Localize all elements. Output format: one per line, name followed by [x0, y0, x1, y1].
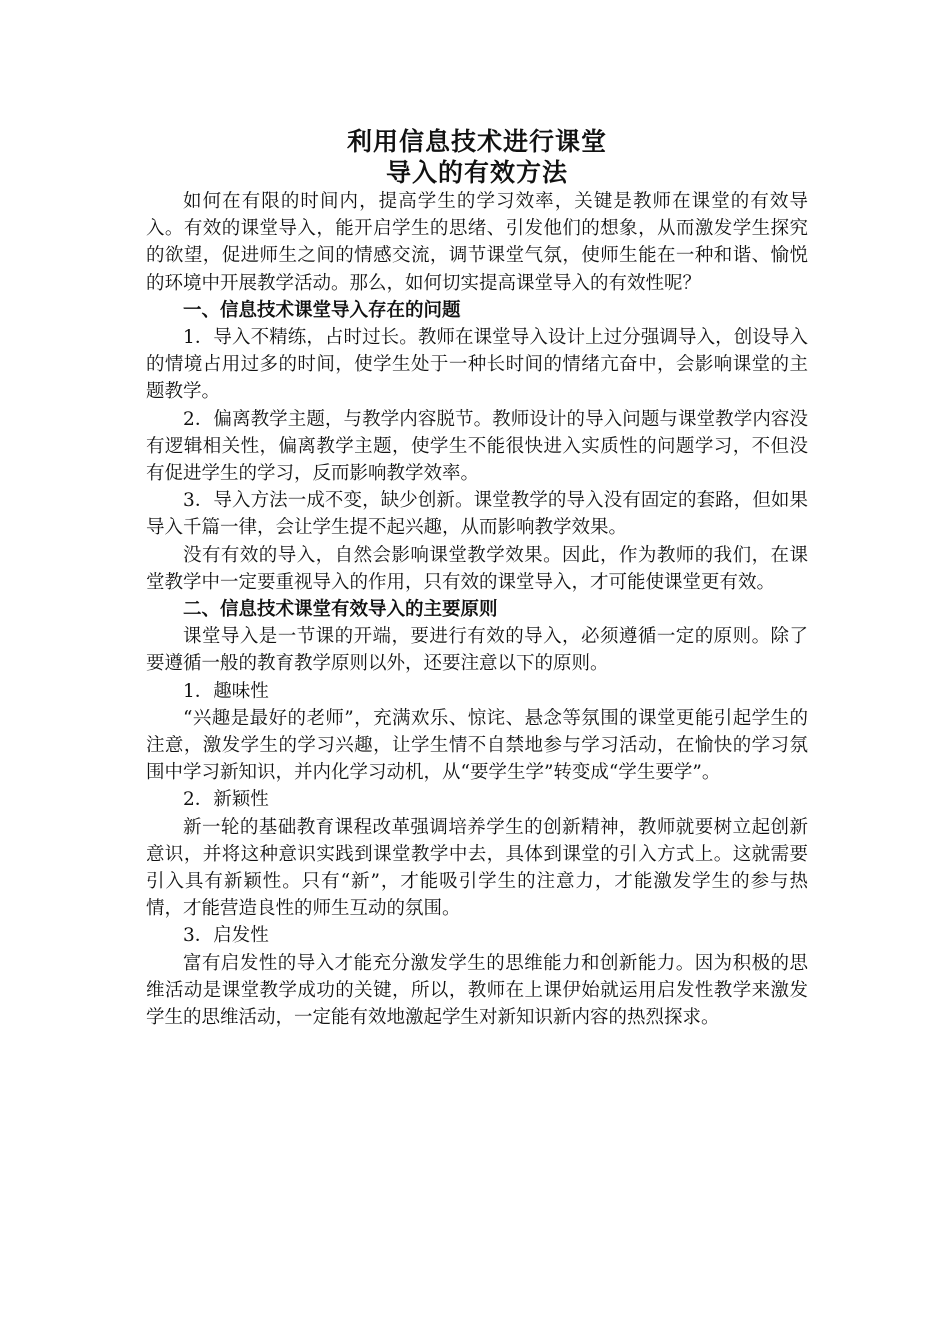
summary-paragraph: 没有有效的导入，自然会影响课堂教学效果。因此，作为教师的我们，在课堂教学中一定要重视导入的作用，只有效的课堂导入，才可能使课堂更有效。 [146, 544, 808, 593]
principle-heading-2: 2．新颖性 [183, 789, 269, 811]
principle-text-2: 新一轮的基础教育课程改革强调培养学生的创新精神，教师就要树立起创新意识，并将这种意识实践到课堂教学中去，具体到课堂的引入方式上。这就需要引入具有新颖性。只有“新”，才能吸引学生的注意力，才能激发学生的参与热情，才能营造良性的师生互动的氛围。 [146, 816, 808, 920]
principle-text-1: “兴趣是最好的老师”，充满欢乐、惊诧、悬念等氛围的课堂更能引起学生的注意，激发学生的学习兴趣，让学生情不自禁地参与学习活动，在愉快的学习氛围中学习新知识，并内化学习动机，从“要学生学”转变成“学生要学”。 [146, 707, 808, 784]
section-heading-2: 二、信息技术课堂有效导入的主要原则 [183, 599, 498, 621]
principle-text-3: 富有启发性的导入才能充分激发学生的思维能力和创新能力。因为积极的思维活动是课堂教学成功的关键，所以，教师在上课伊始就运用启发性教学来激发学生的思维活动，一定能有效地激起学生对新知识新内容的热烈探求。 [146, 952, 808, 1029]
principle-heading-1: 1．趣味性 [183, 680, 269, 702]
problem-item-1: 1．导入不精练，占时过长。教师在课堂导入设计上过分强调导入，创设导入的情境占用过多的时间，使学生处于一种长时间的情绪亢奋中，会影响课堂的主题教学。 [146, 327, 808, 403]
principle-heading-3: 3．启发性 [183, 925, 269, 947]
document-title [146, 126, 808, 188]
title-line-2: 导入的有效方法 [385, 158, 568, 187]
intro-paragraph: 如何在有限的时间内，提高学生的学习效率，关键是教师在课堂的有效导入。有效的课堂导入，能开启学生的思绪、引发他们的想象，从而激发学生探究的欲望，促进师生之间的情感交流，调节课堂气氛，使师生能在一种和谐、愉悦的环境中开展教学活动。那么，如何切实提高课堂导入的有效性呢？ [146, 191, 808, 294]
document-content [146, 126, 808, 1031]
problem-item-2: 2．偏离教学主题，与教学内容脱节。教师设计的导入问题与课堂教学内容没有逻辑相关性，偏离教学主题，使学生不能很快进入实质性的问题学习，不但没有促进学生的学习，反而影响教学效率。 [146, 408, 808, 485]
title-line-1: 利用信息技术进行课堂 [346, 127, 607, 156]
principles-intro: 课堂导入是一节课的开端，要进行有效的导入，必须遵循一定的原则。除了要遵循一般的教育教学原则以外，还要注意以下的原则。 [146, 626, 808, 675]
section-heading-1: 一、信息技术课堂导入存在的问题 [183, 299, 461, 321]
problem-item-3: 3．导入方法一成不变，缺少创新。课堂教学的导入没有固定的套路，但如果导入千篇一律，会让学生提不起兴趣，从而影响教学效果。 [146, 490, 808, 539]
